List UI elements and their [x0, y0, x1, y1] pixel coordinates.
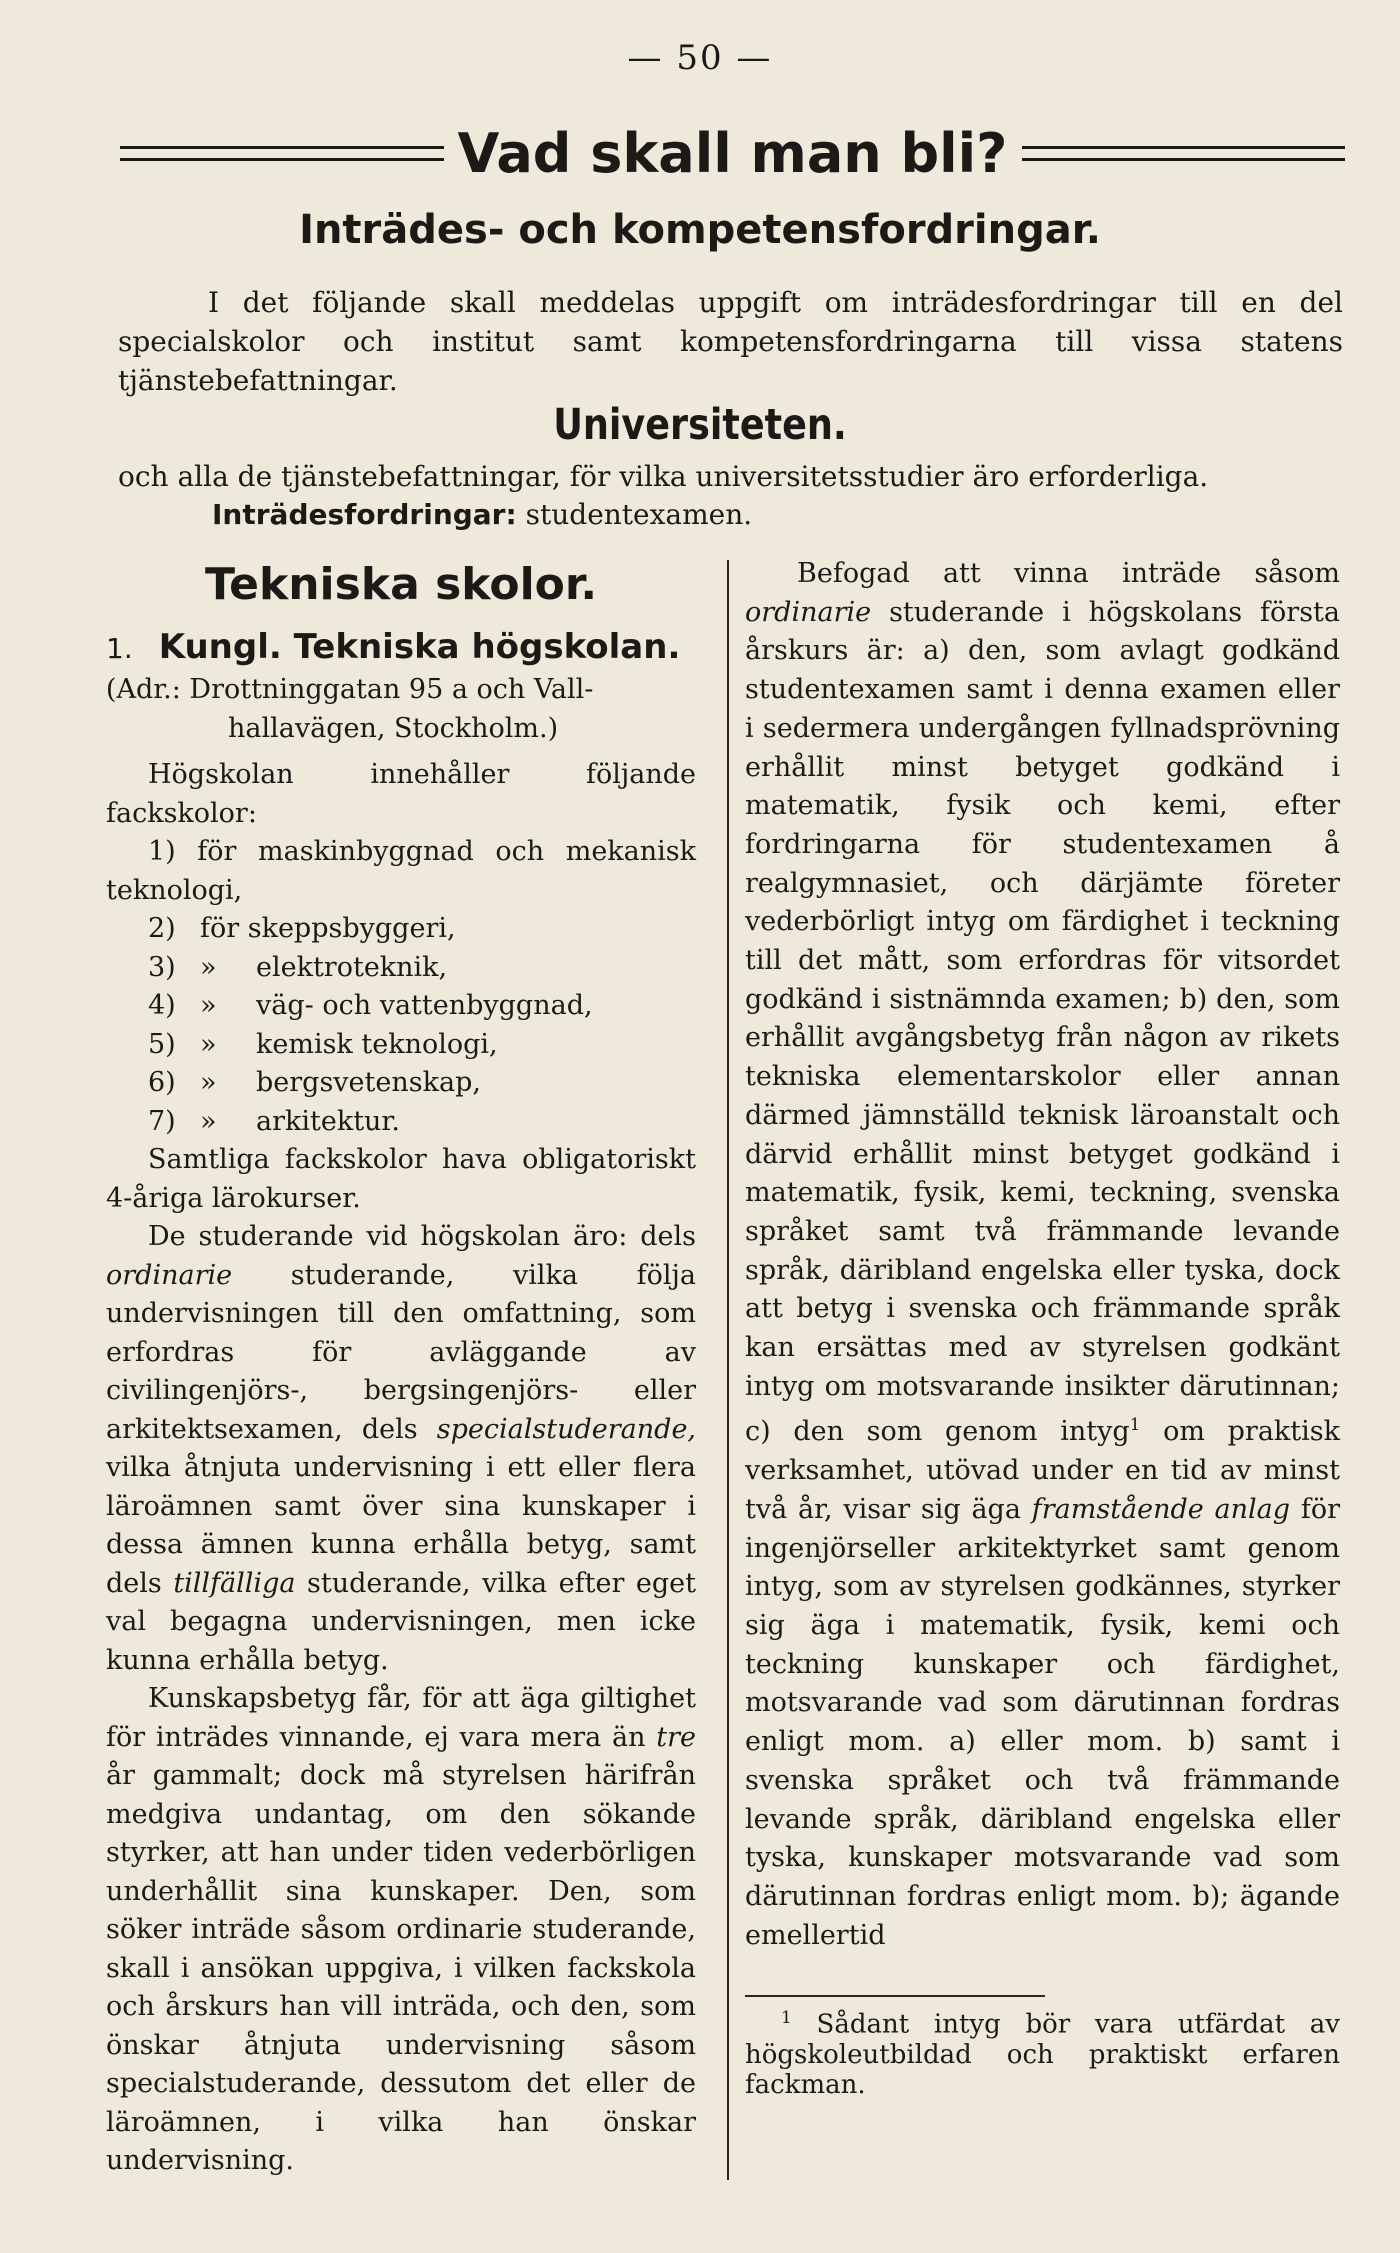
text-run: vilka åtnjuta undervisning i ett eller flera läroämnen samt över sina kunskaper i dessa ämnen kunna erhålla betyg, samt dels [106, 1452, 696, 1599]
page-title: Vad skall man bli? [457, 121, 1008, 185]
school-name: Kungl. Tekniska högskolan. [158, 627, 681, 667]
list-item-number: 6) [148, 1067, 176, 1098]
text-run: Kunskapsbetyg får, för att äga giltighet för inträdes vinnande, ej vara mera än [106, 1683, 696, 1753]
text-run: för ingenjörseller arkitektyrket samt genom intyg, som av styrelsen godkännes, styrker sig äga i matematik, fysik, kemi och teckning kunskaper och färdighet, motsvarande vad som därutinnan fordras enligt mom. a) eller mom. b) samt i svenska språket och två främmande levande språk, däribland engelska eller tyska, kunskaper motsvarande vad som därutinnan fordras enligt mom. b); ägande emellertid [745, 1493, 1340, 1951]
heading-rule-right [1022, 146, 1346, 161]
text-run: studerande, vilka följa undervisningen till den omfattning, som erfordras för avläggande av civilingenjörs-, bergsingenjörs- eller arkitektsexamen, dels [106, 1259, 696, 1445]
courses-paragraph: Samtliga fackskolor hava obligatoriskt 4-åriga lärokurser. [106, 1144, 696, 1214]
italic-term: ordinarie [745, 596, 872, 628]
text-run: studerande i högskolans första årskurs är: a) den, som avlagt godkänd studentexamen samt i denna examen eller i sedermera undergången fyllnadsprövning erhållit minst betyget godkänd i matematik, fysik och kemi, efter fordringarna för studentexamen å realgymnasiet, och därjämte företer vederbörligt intyg om färdighet i teckning till det mått, som erfordras för vitsordet godkänd i sistnämnda examen; b) den, som erhållit avgångsbetyg från någon av rikets tekniska elementarskolor eller annan därmed jämnställd teknisk läroanstalt och därvid erhållit minst betyget godkänd i matematik, fysik, kemi, teckning, svenska språket samt två främmande levande språk, däribland engelska eller tyska, dock att betyg i svenska och främmande språk kan ersättas med av styrelsen godkänt intyg om motsvarande insikter därutinnan; c) den som genom intyg [745, 596, 1340, 1448]
left-column [106, 555, 696, 2181]
list-item [106, 987, 696, 1026]
footnote-number: 1 [781, 2008, 792, 2029]
departments-intro: Högskolan innehåller följande fackskolor: [106, 759, 696, 829]
page-number: — 50 — [627, 38, 773, 78]
tekniska-skolor-heading: Tekniska skolor. [204, 559, 598, 610]
ditto-mark: » [200, 1067, 217, 1098]
subtitle: Inträdes- och kompetensfordringar. [299, 207, 1101, 253]
ditto-mark: » [200, 951, 217, 983]
text-run: Befogad att vinna inträde såsom [797, 558, 1340, 589]
list-item-number: 5) [148, 1028, 176, 1060]
universiteten-heading: Universiteten. [553, 400, 847, 450]
requirement-label: Inträdesfordringar: [212, 498, 517, 531]
ditto-mark: » [200, 990, 217, 1021]
grades-paragraph [106, 1680, 696, 2181]
list-item-number: 7) [148, 1105, 176, 1137]
students-paragraph [106, 1218, 696, 1680]
italic-term: ordinarie [106, 1259, 233, 1291]
footnote [745, 2003, 1340, 2100]
list-item-text: arkitektur. [256, 1105, 400, 1137]
list-item [106, 910, 696, 949]
list-item-text: väg- och vattenbyggnad, [256, 990, 593, 1021]
footnote-rule [745, 1995, 1045, 1997]
text-run: år gammalt; dock må styrelsen härifrån medgiva undantag, om den sökande styrker, att han under tiden vederbörligen underhållit sina kunskaper. Den, som söker inträde såsom ordinarie studerande, skall i ansökan uppgiva, i vilken fackskola och årskurs han vill inträda, och den, som önskar åtnjuta undervisning såsom specialstuderande, dessutom det eller de läroämnen, i vilka han önskar undervisning. [106, 1760, 696, 2176]
list-item [106, 949, 696, 988]
list-item-number: 3) [148, 951, 176, 983]
list-item-text: bergsvetenskap, [256, 1067, 481, 1098]
list-item [106, 1026, 696, 1065]
list-item-text: för skeppsbyggeri, [200, 913, 456, 944]
ditto-mark: » [200, 1028, 217, 1060]
footnote-marker: 1 [1129, 1415, 1141, 1436]
universiteten-text: och alla de tjänstebefattningar, för vilka universitetsstudier äro erforderliga. [118, 460, 1209, 493]
list-item [106, 1103, 696, 1142]
list-item-number: 1) [148, 836, 176, 867]
school-address-line1: (Adr.: Drottninggatan 95 a och Vall- [105, 674, 594, 705]
heading-row [120, 118, 1345, 188]
column-divider [727, 560, 729, 2180]
list-item-text: för maskinbyggnad och mekanisk teknologi, [106, 836, 697, 906]
list-item-text: elektroteknik, [256, 951, 448, 983]
right-column [745, 555, 1340, 2100]
list-item [106, 833, 696, 910]
ditto-mark: » [200, 1105, 217, 1137]
italic-term: specialstuderande, [436, 1413, 696, 1445]
requirement-value: studentexamen. [525, 498, 753, 531]
list-item-number: 4) [148, 990, 176, 1021]
school-heading [106, 625, 696, 671]
admission-paragraph [745, 555, 1340, 1955]
text-run: studerande, vilka efter eget val begagna undervisningen, men icke kunna erhålla betyg. [106, 1567, 696, 1676]
italic-term: tillfälliga [173, 1567, 296, 1599]
italic-term: framstående anlag [1031, 1493, 1291, 1525]
footnote-text: Sådant intyg bör vara utfärdat av högskoleutbildad och praktiskt erfaren fackman. [745, 2009, 1340, 2100]
text-run: De studerande vid högskolan äro: dels [148, 1221, 696, 1252]
heading-rule-left [120, 146, 444, 161]
list-item-text: kemisk teknologi, [256, 1028, 498, 1060]
list-item [106, 1064, 696, 1103]
school-number: 1. [106, 632, 133, 665]
intro-paragraph: I det följande skall meddelas uppgift om inträdesfordringar till en del specialskolor och institut samt kompetensfordringarna till vissa statens tjänstebefattningar. [118, 286, 1343, 397]
italic-term: tre [656, 1721, 696, 1753]
school-address-line2: hallavägen, Stockholm.) [228, 712, 559, 744]
list-item-number: 2) [148, 913, 176, 944]
text-run: om praktisk verksamhet, utövad under en tid av minst två år, visar sig äga [745, 1416, 1340, 1525]
universiteten-requirement [212, 496, 752, 534]
